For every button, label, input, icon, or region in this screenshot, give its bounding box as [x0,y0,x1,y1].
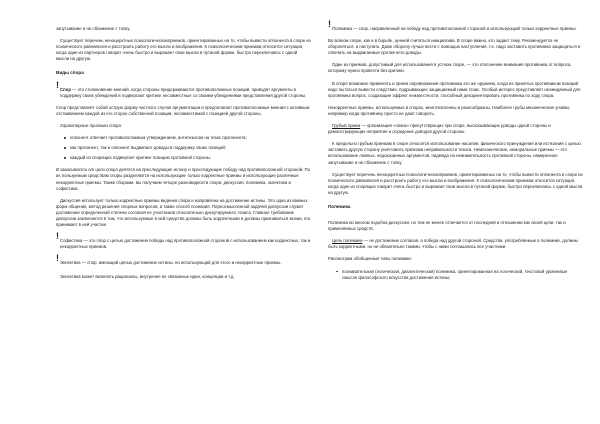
section-heading: Полемика [328,203,351,209]
paragraph: Полемика во многом подобна дискуссии, но тем не менее отличается от последней и отношении как своей цели, так и применяемых средств. [328,220,566,232]
highlight-block [56,87,311,99]
paragraph: Дискуссия использует только корректные приемы ведения спора и направлена на достижение истины. Это одна из важных форм общения, метод решения спорных вопросов, а также способ познания. Переосмысленной задачей дискуссии служит достижение определенной степени согласия ее участников относительно дискутируемого тезиса. Главное требование дискуссии заключается в том, что используемые в ней средства должны быть корректными и должны признаваться всеми, кто принимает в ней участие. [56,197,311,228]
paragraph: Цель полемики — не достижение согласия, а победа над другой стороной. Средства, употребляемые в полемике, должны быть корректными, но не обязательно такими, чтобы с ними соглашались все участники. [328,238,578,250]
highlight-block [56,260,311,266]
left-column [56,26,311,287]
paragraph: Один из приемов, допустимый для использования в устном споре, — это отклонение внимания противника от вопроса, которому нужно провести без критики. [328,62,572,74]
paragraph: В зависимости от цели спора делятся на преследующие истину и преследующие победу над противоположной стороной. По их пользуемым средствам споры разделяются на использующие только корректные приемы и использующие различные некорректные приемы. Также сборами, вы получаем четыре разновидности спора: дискуссия, полемика, эклектика и софистика. [56,167,311,191]
list-item: как пропонент, так и оппонент выдвигают доводы в поддержку своих позиций; [70,145,311,151]
list-intro: Рассмотрим обобщенные типы полемики: [328,256,412,262]
bullet-list [328,269,583,281]
definition: — спор, направленный на победу над противоположной стороной и использующий только корректные приемы. [352,26,577,31]
italic-phrase: В зависимости от цели спора [56,167,118,173]
underlined-term: Грубый прием [332,123,361,129]
definition: — спор, имеющий целью достижение истины, но использующий для этого и некорректные приемы. [80,260,282,266]
highlight-block [328,26,583,32]
term: Спор [60,86,71,92]
term: Полемика [332,26,352,31]
underlined-term: Цель полемики [332,238,363,244]
bullet-list [56,135,311,161]
definition: — это спор с целью достижения победы над противоположной стороной с использованием как корректных, так и некорректных приемов. [60,238,311,250]
list-item: оппонент отвечает противоположным утверждением, антитезисом на тезис пропонента; [70,135,311,141]
paragraph: запутывание и не сближение с толку. [56,26,131,31]
right-column [328,26,583,287]
paragraph: Грубый прием — организация «своих» присутствующих при споре, высказывающих доводы одной стороны и демонстрирующих неприятие и осуждение доводов другой стороны. [328,123,551,135]
highlight-block [56,238,311,250]
list-item: каждый из спорящих подвергает критике позицию противной стороны. [70,155,311,161]
paragraph: Спор представляет собой острую форму частного случая аргументации и предполагает противоположные мнения с активным отстаиванием каждой из его сторон собственной позиции, несовместимой с позицией другой стороны. [56,104,310,116]
term: Софистика [60,238,83,244]
paragraph: Существует перечень неноцерктных психологическоиприемов, ориентированных на то, чтобы вывести оппонента в споре из психического равновесия и расстроить работу его мысли и воображения. К психологическим приемам относится ситуация, когда один из партнеров говорит очень быстро и выражает свои мысли в путаной форме, быстро переключаясь с одной мысли на другую. [56,38,311,62]
paragraph: К предельно грубым приемам в споре относится использование насилия, физического принуждения или истязания с целью заставить другую сторону уничтожить признаки неправильности тезиса. Немеханические, неморальные приемы — это использование ложных, недоказанных аргументов, надежда на неинмательность противной стороны, намеренное запутывание и не сближение с толку. [328,141,581,165]
paragraph: Эклектика может включать рационалы, внутренне не связанные идеи, концепции и т.д. [60,274,235,280]
paragraph: Существует перечень неноцерктных психологическоиприемов, ориентированных на то, чтобы вывести оппонента в споре из психического равновесия и расстроить работу его мысли и воображения. К психологическим приемам относится ситуация, когда один из спорящих говорит очень быстро и выражает свои мысли в путаной форме, быстро переключаясь с одной мысли на другую. [328,171,583,195]
section-heading: Виды спора [56,70,84,76]
paragraph: Во всяком споре, как и в борьбе, ценней считаться инициатива. В споре важно, кто задает тему. Рекомендуется не обороняться, а наступать. Даже оборону лучше вести с помощью наступления, т.е. надо заставить противника защищаться и отвечать на выдвигаемые против него доводы. [328,38,581,56]
paragraph: В споре возможно применять и прием опровержения противника его же оружием, когда из принятых противником позиций надо пытаться вывести следствие, подрывающее защищаемый нами тезис. Особый интерес представляет неожиданный для противника вопрос, создающие эффект неизвестности, способный дезориентировать противника по ходу спора. [328,80,581,98]
paragraph: Некорректные приемы, используемые в спорах, многочисленны и разнообразны. Наиболее грубы механические уловки, например когда противнику просто не дают говорить. [328,104,571,116]
definition: — это столкновение мнений, когда стороны придерживаются противоположных позиций, приводят аргументы в поддержку своих убеждений и подвергают критике несовместные со своими убеждениями представления другой стороны. [60,86,307,98]
list-item: познавательная (логическая, диалектическая) полемика, ориентированная на логический, текстовой уровневые смысле философского искусства достижения истины; [342,269,583,281]
list-intro: Характерные признаки спора: [60,122,122,128]
term: Эклектика [60,260,81,266]
